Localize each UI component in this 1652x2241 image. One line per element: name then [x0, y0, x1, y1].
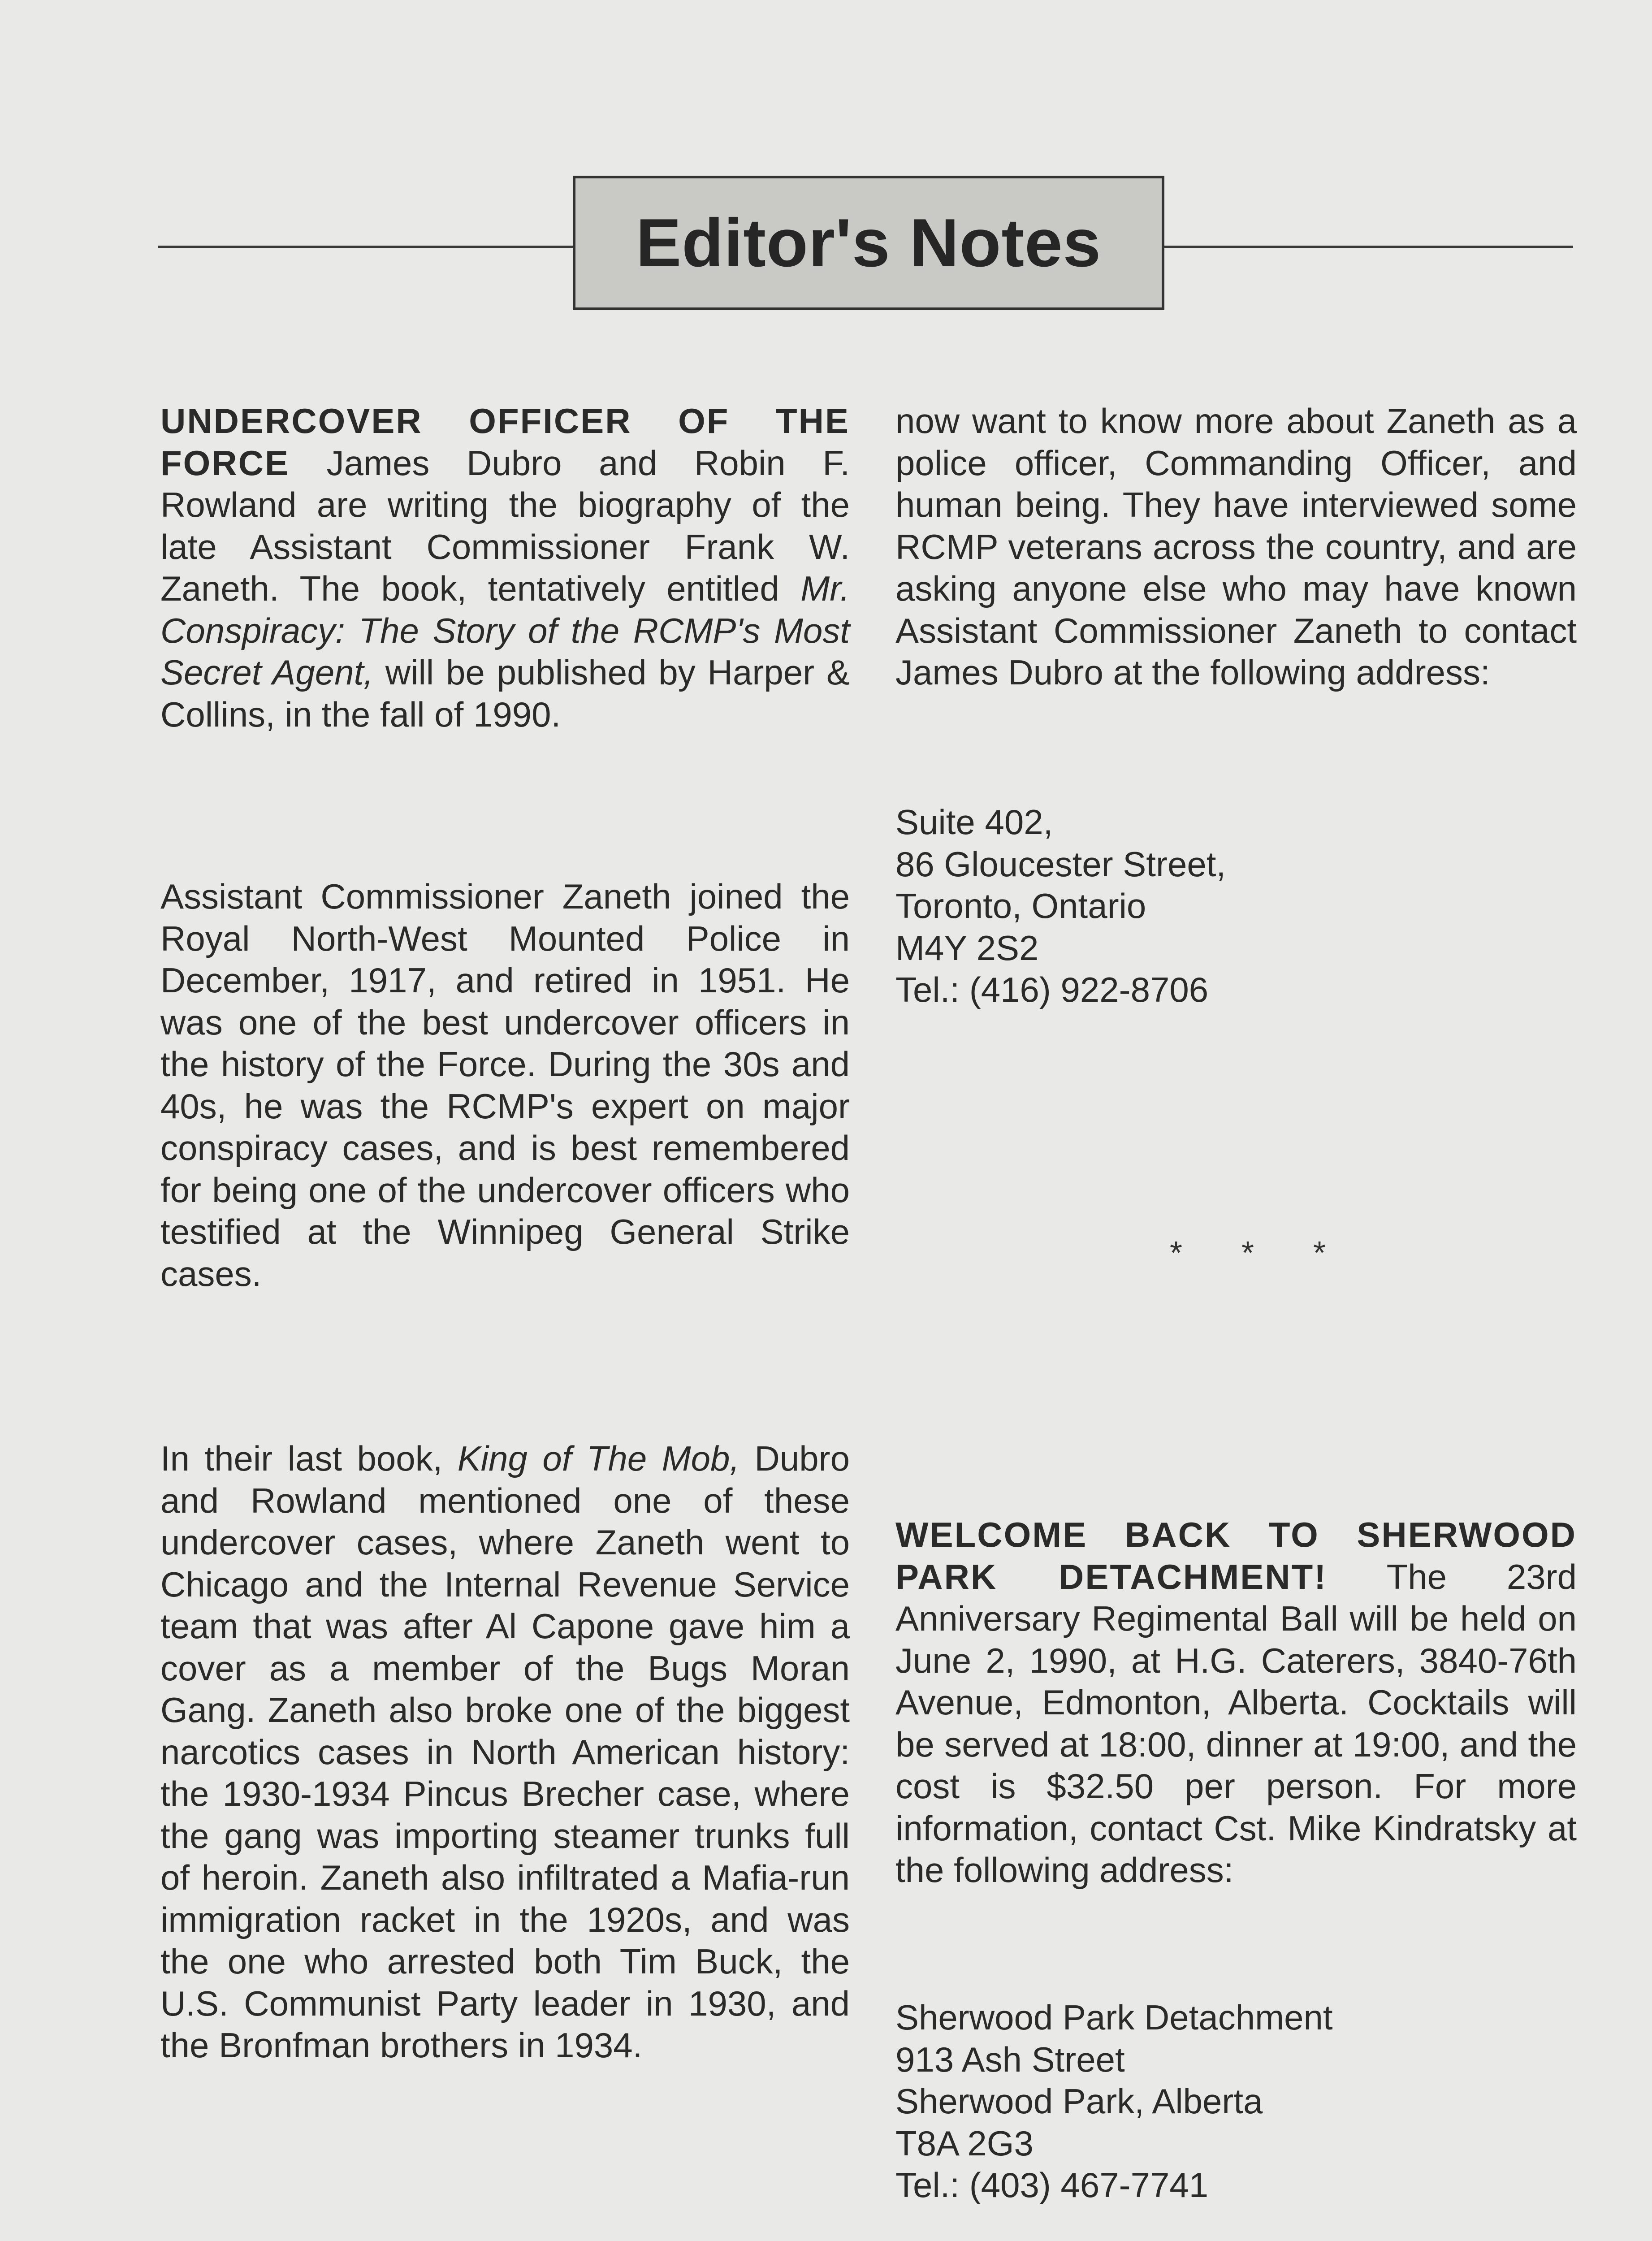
- header-rule-left: [158, 246, 575, 248]
- article-text: James Dubro and Robin F. Rowland are writing the biography of the late Assistant Commissioner Frank W. Zaneth. The book, tentatively entitled: [160, 443, 850, 608]
- address-line: Tel.: (416) 922-8706: [895, 970, 1209, 1009]
- address-line: Sherwood Park Detachment: [895, 1998, 1333, 2037]
- address-line: M4Y 2S2: [895, 928, 1039, 968]
- address-line: Tel.: (403) 467-7741: [895, 2165, 1209, 2205]
- book-title: Mr. Conspiracy: The Story of the RCMP's Most Secret Agent,: [160, 569, 850, 692]
- address-line: Suite 402,: [895, 802, 1053, 842]
- article-zaneth-cases: [160, 1438, 850, 2067]
- book-title: King of The Mob,: [457, 1439, 740, 1478]
- article-text: Dubro and Rowland mentioned one of these undercover cases, where Zaneth went to Chicago and the Internal Revenue Service team that was after Al Capone gave him a cover as a member of the Bugs Moran Gang. Zaneth also broke one of the biggest narcotics cases in North American history: the 1930-1934 Pincus Brecher case, where the gang was importing steamer trunks full of heroin. Zaneth also infiltrated a Mafia-run immigration racket in the 1920s, and was the one who arrested both Tim Buck, the U.S. Communist Party leader in 1930, and the Bronfman brothers in 1934.: [160, 1439, 850, 2065]
- section-separator: * * *: [1170, 1235, 1351, 1271]
- article-heading-undercover: UNDERCOVER OFFICER OF THE FORCE: [160, 401, 850, 483]
- page-title: Editor's Notes: [636, 204, 1102, 281]
- article-text: The 23rd Anniversary Regimental Ball will be held on June 2, 1990, at H.G. Caterers, 3840-76th Avenue, Edmonton, Alberta. Cocktails will be served at 18:00, dinner at 19:00, and the cost is $32.50 per person. For more information, contact Cst. Mike Kindratsky at the following address:: [895, 1557, 1577, 1890]
- address-line: 913 Ash Street: [895, 2039, 1125, 2079]
- address-sherwood: [895, 1997, 1523, 2206]
- article-zaneth-intro: [160, 400, 850, 735]
- article-text: will be published by Harper & Collins, in the fall of 1990.: [160, 653, 850, 734]
- left-column-block-2: [160, 876, 850, 1295]
- address-dubro: [895, 801, 1523, 1011]
- address-line: Toronto, Ontario: [895, 886, 1146, 926]
- address-line: 86 Gloucester Street,: [895, 844, 1226, 884]
- article-sherwood-park: [895, 1514, 1577, 1891]
- article-zaneth-career: Assistant Commissioner Zaneth joined the Royal North-West Mounted Police in December, 1917, and retired in 1951. He was one of the best undercover officers in the history of the Force. During the 30s and 40s, he was the RCMP's expert on major conspiracy cases, and is best remembered for being one of the undercover officers who testified at the Winnipeg General Strike cases.: [160, 877, 850, 1294]
- header-title-box: [573, 176, 1164, 310]
- left-column-block-1: [160, 400, 850, 735]
- header-rule-right: [1163, 246, 1573, 248]
- article-heading-sherwood: WELCOME BACK TO SHERWOOD PARK DETACHMENT!: [895, 1515, 1577, 1596]
- address-line: T8A 2G3: [895, 2123, 1034, 2163]
- right-column-block-1: [895, 400, 1577, 694]
- address-line: Sherwood Park, Alberta: [895, 2081, 1263, 2121]
- right-column-block-2: [895, 1514, 1577, 1891]
- left-column-block-3: [160, 1438, 850, 2067]
- article-zaneth-contact: now want to know more about Zaneth as a police officer, Commanding Officer, and human being. They have interviewed some RCMP veterans across the country, and are asking anyone else who may have known Assistant Commissioner Zaneth to contact James Dubro at the following address:: [895, 401, 1577, 692]
- article-text: In their last book,: [160, 1439, 458, 1478]
